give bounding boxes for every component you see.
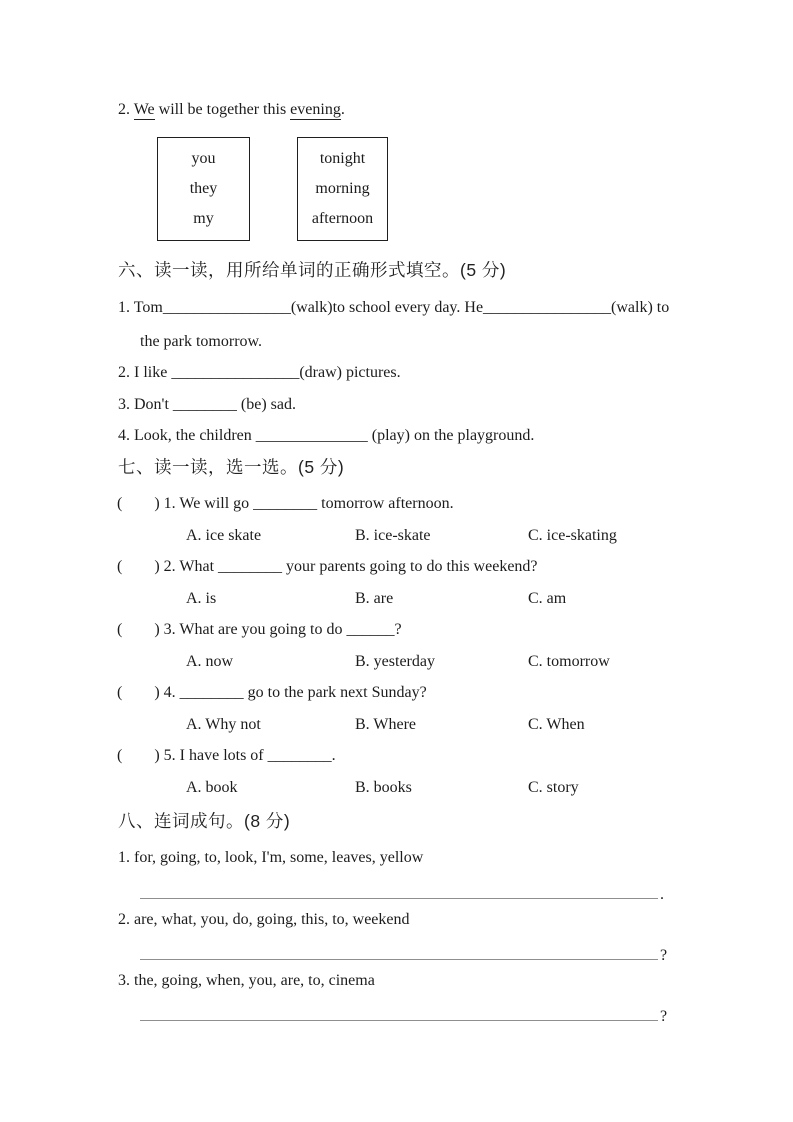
option-c: C. ice-skating <box>528 527 617 544</box>
option-b: B. books <box>355 779 412 796</box>
option-c: C. am <box>528 590 567 607</box>
options-row <box>186 716 585 734</box>
option-b: B. ice-skate <box>355 527 431 544</box>
jumble-words: 2. are, what, you, do, going, this, to, weekend <box>118 911 410 928</box>
option-a: A. Why not <box>186 716 261 733</box>
section-six-line: 4. Look, the children ______________ (play) on the playground. <box>118 427 535 444</box>
sentence-middle: will be together this <box>154 101 291 118</box>
option-a: A. ice skate <box>186 527 262 544</box>
options-row <box>186 590 566 608</box>
answer-end-punct: ? <box>660 947 668 964</box>
options-row <box>186 527 617 545</box>
option-c: C. story <box>528 779 579 796</box>
section-six-line: 1. Tom________________(walk)to school every day. He________________(walk) to <box>118 299 670 316</box>
answer-row <box>140 884 664 904</box>
word-box-item: you <box>191 150 216 167</box>
option-c: C. tomorrow <box>528 653 610 670</box>
option-b: B. yesterday <box>355 653 435 670</box>
word-box-item: morning <box>315 180 370 197</box>
sentence-number: 2. <box>118 101 134 118</box>
question-stem: ( ) 1. We will go ________ tomorrow afternoon. <box>117 495 454 512</box>
answer-blank-line <box>140 945 658 960</box>
answer-end-punct: . <box>660 886 664 903</box>
word-box-item: my <box>193 210 214 227</box>
word-box-item: afternoon <box>311 210 374 227</box>
options-row <box>186 653 610 671</box>
section-eight-heading: 八、连词成句。(8 分) <box>118 811 291 831</box>
options-row <box>186 779 579 797</box>
option-c: C. When <box>528 716 585 733</box>
underlined-word-evening: evening <box>290 101 341 118</box>
section-seven-heading: 七、读一读，选一选。(5 分) <box>118 457 345 477</box>
option-a: A. book <box>186 779 238 796</box>
jumble-words: 1. for, going, to, look, I'm, some, leaves, yellow <box>118 849 424 866</box>
option-b: B. are <box>355 590 394 607</box>
option-a: A. is <box>186 590 217 607</box>
question-stem: ( ) 5. I have lots of ________. <box>117 747 336 764</box>
answer-row <box>140 945 667 965</box>
answer-row <box>140 1006 667 1026</box>
sentence-period: . <box>340 101 345 118</box>
question-stem: ( ) 3. What are you going to do ______? <box>117 621 402 638</box>
question-stem: ( ) 2. What ________ your parents going to do this weekend? <box>117 558 538 575</box>
jumble-words: 3. the, going, when, you, are, to, cinema <box>118 972 375 989</box>
word-box-item: tonight <box>319 150 366 167</box>
answer-end-punct: ? <box>660 1008 668 1025</box>
underlined-word-we: We <box>133 101 155 118</box>
section-six-line: 3. Don't ________ (be) sad. <box>118 396 296 413</box>
answer-blank-line <box>140 1006 658 1021</box>
question-stem: ( ) 4. ________ go to the park next Sunday? <box>117 684 427 701</box>
option-a: A. now <box>186 653 234 670</box>
word-box-pronouns <box>157 137 250 241</box>
section-six-line: 2. I like ________________(draw) pictures. <box>118 364 401 381</box>
section-six-heading: 六、读一读，用所给单词的正确形式填空。(5 分) <box>118 260 507 280</box>
word-box-item: they <box>189 180 218 197</box>
section-six-line: the park tomorrow. <box>140 333 263 350</box>
option-b: B. Where <box>355 716 417 733</box>
word-box-times <box>297 137 388 241</box>
sentence-line <box>118 101 345 119</box>
answer-blank-line <box>140 884 658 899</box>
